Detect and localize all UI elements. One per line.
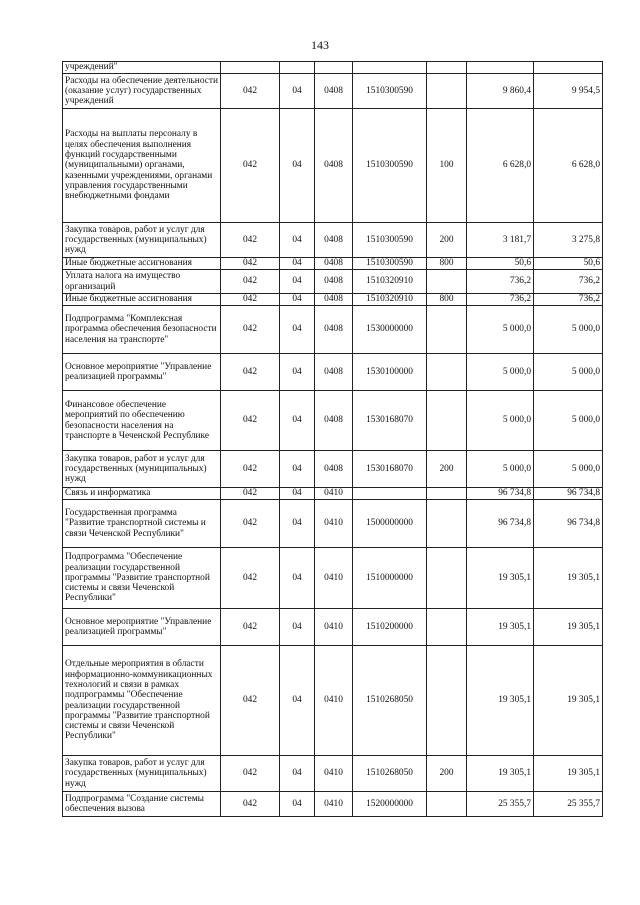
row-amount-year2-cell: 5 000,0 xyxy=(534,306,603,354)
row-name-cell: Финансовое обеспечение мероприятий по обеспечению безопасности населения на транспорте в Чеченской Республике xyxy=(63,391,221,451)
row-expense-type-cell xyxy=(427,500,467,548)
row-amount-year1-cell: 19 305,1 xyxy=(467,548,534,609)
row-amount-year2-cell: 6 628,0 xyxy=(534,109,603,223)
row-amount-year1-cell: 736,2 xyxy=(467,270,534,294)
row-target-code-cell: 1510200000 xyxy=(353,609,427,646)
table-row xyxy=(63,258,603,270)
table-row xyxy=(63,223,603,258)
table-row xyxy=(63,548,603,609)
row-expense-type-cell: 200 xyxy=(427,223,467,258)
row-admin-code-cell: 042 xyxy=(221,548,280,609)
row-amount-year1-cell: 25 355,7 xyxy=(467,792,534,817)
row-admin-code-cell: 042 xyxy=(221,500,280,548)
page-number: 143 xyxy=(311,38,329,52)
row-section-code-cell: 04 xyxy=(280,74,315,109)
row-section-code-cell xyxy=(280,62,315,74)
row-section-code-cell: 04 xyxy=(280,488,315,500)
row-amount-year2-cell: 25 355,7 xyxy=(534,792,603,817)
row-expense-type-cell: 800 xyxy=(427,294,467,306)
row-target-code-cell: 1510268050 xyxy=(353,756,427,792)
row-section-code-cell: 04 xyxy=(280,294,315,306)
row-name-cell: Основное мероприятие "Управление реализацией программы" xyxy=(63,354,221,391)
row-admin-code-cell: 042 xyxy=(221,756,280,792)
row-subsection-code-cell: 0410 xyxy=(315,609,353,646)
row-amount-year1-cell: 9 860,4 xyxy=(467,74,534,109)
table-row xyxy=(63,306,603,354)
row-target-code-cell: 1510320910 xyxy=(353,270,427,294)
row-name-cell: учреждений" xyxy=(63,62,221,74)
row-target-code-cell: 1510000000 xyxy=(353,548,427,609)
row-expense-type-cell: 200 xyxy=(427,756,467,792)
table-row xyxy=(63,62,603,74)
row-subsection-code-cell: 0408 xyxy=(315,109,353,223)
table-row xyxy=(63,792,603,817)
row-expense-type-cell xyxy=(427,354,467,391)
row-amount-year2-cell: 96 734,8 xyxy=(534,488,603,500)
row-name-cell: Подпрограмма "Обеспечение реализации государственной программы "Развитие транспортной системы и связи Чеченской Республики" xyxy=(63,548,221,609)
row-amount-year1-cell: 5 000,0 xyxy=(467,306,534,354)
row-amount-year1-cell: 736,2 xyxy=(467,294,534,306)
row-subsection-code-cell: 0410 xyxy=(315,646,353,756)
row-admin-code-cell: 042 xyxy=(221,306,280,354)
row-target-code-cell: 1530168070 xyxy=(353,451,427,488)
row-target-code-cell: 1530168070 xyxy=(353,391,427,451)
row-admin-code-cell: 042 xyxy=(221,451,280,488)
row-name-cell: Иные бюджетные ассигнования xyxy=(63,294,221,306)
row-amount-year1-cell: 5 000,0 xyxy=(467,451,534,488)
row-amount-year2-cell: 736,2 xyxy=(534,294,603,306)
row-expense-type-cell xyxy=(427,74,467,109)
row-amount-year1-cell: 96 734,8 xyxy=(467,500,534,548)
row-amount-year1-cell xyxy=(467,62,534,74)
row-target-code-cell: 1510300590 xyxy=(353,74,427,109)
row-subsection-code-cell: 0408 xyxy=(315,270,353,294)
row-section-code-cell: 04 xyxy=(280,451,315,488)
row-name-cell: Уплата налога на имущество организаций xyxy=(63,270,221,294)
row-amount-year1-cell: 5 000,0 xyxy=(467,391,534,451)
row-target-code-cell xyxy=(353,488,427,500)
row-target-code-cell: 1510268050 xyxy=(353,646,427,756)
row-amount-year2-cell: 96 734,8 xyxy=(534,500,603,548)
row-subsection-code-cell: 0410 xyxy=(315,488,353,500)
row-section-code-cell: 04 xyxy=(280,270,315,294)
row-admin-code-cell: 042 xyxy=(221,354,280,391)
row-subsection-code-cell: 0408 xyxy=(315,258,353,270)
table-row xyxy=(63,500,603,548)
row-name-cell: Отдельные мероприятия в области информационно-коммуникационных технологий и связи в рамках подпрограммы "Обеспечение реализации государственной программы "Развитие транспортной системы и связи Чеченской Республики" xyxy=(63,646,221,756)
row-name-cell: Подпрограмма "Создание системы обеспечения вызова xyxy=(63,792,221,817)
row-section-code-cell: 04 xyxy=(280,792,315,817)
row-expense-type-cell xyxy=(427,391,467,451)
row-admin-code-cell: 042 xyxy=(221,74,280,109)
row-expense-type-cell: 200 xyxy=(427,451,467,488)
row-subsection-code-cell: 0408 xyxy=(315,354,353,391)
row-subsection-code-cell: 0410 xyxy=(315,548,353,609)
row-subsection-code-cell: 0408 xyxy=(315,294,353,306)
table-row xyxy=(63,488,603,500)
table-row xyxy=(63,756,603,792)
row-amount-year2-cell: 5 000,0 xyxy=(534,354,603,391)
row-amount-year2-cell: 19 305,1 xyxy=(534,609,603,646)
budget-table xyxy=(62,61,603,817)
table-row xyxy=(63,451,603,488)
row-target-code-cell: 1510320910 xyxy=(353,294,427,306)
row-expense-type-cell xyxy=(427,62,467,74)
row-amount-year1-cell: 5 000,0 xyxy=(467,354,534,391)
row-expense-type-cell xyxy=(427,488,467,500)
row-subsection-code-cell: 0408 xyxy=(315,306,353,354)
row-amount-year2-cell: 9 954,5 xyxy=(534,74,603,109)
row-subsection-code-cell: 0408 xyxy=(315,74,353,109)
row-amount-year2-cell: 5 000,0 xyxy=(534,391,603,451)
row-amount-year1-cell: 19 305,1 xyxy=(467,646,534,756)
row-admin-code-cell: 042 xyxy=(221,792,280,817)
row-amount-year1-cell: 19 305,1 xyxy=(467,756,534,792)
row-subsection-code-cell: 0408 xyxy=(315,223,353,258)
row-amount-year1-cell: 50,6 xyxy=(467,258,534,270)
row-target-code-cell: 1530100000 xyxy=(353,354,427,391)
row-name-cell: Подпрограмма "Комплексная программа обеспечения безопасности населения на транспорте" xyxy=(63,306,221,354)
row-amount-year1-cell: 3 181,7 xyxy=(467,223,534,258)
row-subsection-code-cell: 0408 xyxy=(315,451,353,488)
row-amount-year2-cell: 736,2 xyxy=(534,270,603,294)
row-expense-type-cell xyxy=(427,609,467,646)
table-row xyxy=(63,294,603,306)
table-row xyxy=(63,609,603,646)
row-admin-code-cell: 042 xyxy=(221,609,280,646)
row-section-code-cell: 04 xyxy=(280,548,315,609)
row-amount-year2-cell: 5 000,0 xyxy=(534,451,603,488)
row-name-cell: Иные бюджетные ассигнования xyxy=(63,258,221,270)
row-admin-code-cell xyxy=(221,62,280,74)
row-amount-year2-cell: 19 305,1 xyxy=(534,548,603,609)
row-admin-code-cell: 042 xyxy=(221,270,280,294)
table-row xyxy=(63,74,603,109)
row-section-code-cell: 04 xyxy=(280,354,315,391)
row-amount-year1-cell: 19 305,1 xyxy=(467,609,534,646)
row-section-code-cell: 04 xyxy=(280,109,315,223)
row-target-code-cell: 1520000000 xyxy=(353,792,427,817)
row-admin-code-cell: 042 xyxy=(221,294,280,306)
row-name-cell: Закупка товаров, работ и услуг для государственных (муниципальных) нужд xyxy=(63,223,221,258)
table-row xyxy=(63,270,603,294)
row-admin-code-cell: 042 xyxy=(221,109,280,223)
table-row xyxy=(63,646,603,756)
row-amount-year2-cell: 3 275,8 xyxy=(534,223,603,258)
row-section-code-cell: 04 xyxy=(280,391,315,451)
table-row xyxy=(63,354,603,391)
row-admin-code-cell: 042 xyxy=(221,488,280,500)
row-subsection-code-cell: 0410 xyxy=(315,756,353,792)
row-expense-type-cell xyxy=(427,270,467,294)
row-expense-type-cell xyxy=(427,306,467,354)
row-amount-year1-cell: 6 628,0 xyxy=(467,109,534,223)
row-target-code-cell: 1500000000 xyxy=(353,500,427,548)
row-section-code-cell: 04 xyxy=(280,223,315,258)
row-subsection-code-cell xyxy=(315,62,353,74)
row-name-cell: Закупка товаров, работ и услуг для государственных (муниципальных) нужд xyxy=(63,451,221,488)
row-section-code-cell: 04 xyxy=(280,756,315,792)
row-expense-type-cell xyxy=(427,646,467,756)
row-admin-code-cell: 042 xyxy=(221,258,280,270)
row-admin-code-cell: 042 xyxy=(221,223,280,258)
row-admin-code-cell: 042 xyxy=(221,646,280,756)
row-section-code-cell: 04 xyxy=(280,500,315,548)
row-target-code-cell: 1510300590 xyxy=(353,223,427,258)
row-expense-type-cell xyxy=(427,548,467,609)
row-target-code-cell: 1510300590 xyxy=(353,258,427,270)
row-name-cell: Расходы на обеспечение деятельности (оказание услуг) государственных учреждений xyxy=(63,74,221,109)
table-row xyxy=(63,391,603,451)
row-amount-year2-cell xyxy=(534,62,603,74)
row-expense-type-cell: 100 xyxy=(427,109,467,223)
row-section-code-cell: 04 xyxy=(280,258,315,270)
table-row xyxy=(63,109,603,223)
row-section-code-cell: 04 xyxy=(280,306,315,354)
row-expense-type-cell: 800 xyxy=(427,258,467,270)
row-name-cell: Государственная программа "Развитие транспортной системы и связи Чеченской Республики" xyxy=(63,500,221,548)
row-amount-year2-cell: 50,6 xyxy=(534,258,603,270)
row-target-code-cell: 1530000000 xyxy=(353,306,427,354)
row-name-cell: Закупка товаров, работ и услуг для государственных (муниципальных) нужд xyxy=(63,756,221,792)
row-subsection-code-cell: 0408 xyxy=(315,391,353,451)
row-name-cell: Связь и информатика xyxy=(63,488,221,500)
row-amount-year1-cell: 96 734,8 xyxy=(467,488,534,500)
row-subsection-code-cell: 0410 xyxy=(315,500,353,548)
row-amount-year2-cell: 19 305,1 xyxy=(534,756,603,792)
row-target-code-cell xyxy=(353,62,427,74)
row-admin-code-cell: 042 xyxy=(221,391,280,451)
row-section-code-cell: 04 xyxy=(280,646,315,756)
row-expense-type-cell xyxy=(427,792,467,817)
row-subsection-code-cell: 0410 xyxy=(315,792,353,817)
row-section-code-cell: 04 xyxy=(280,609,315,646)
row-name-cell: Основное мероприятие "Управление реализацией программы" xyxy=(63,609,221,646)
row-amount-year2-cell: 19 305,1 xyxy=(534,646,603,756)
row-name-cell: Расходы на выплаты персоналу в целях обеспечения выполнения функций государственными (муниципальными) органами, казенными учреждениями, органами управления государственными внебюджетными фондами xyxy=(63,109,221,223)
row-target-code-cell: 1510300590 xyxy=(353,109,427,223)
